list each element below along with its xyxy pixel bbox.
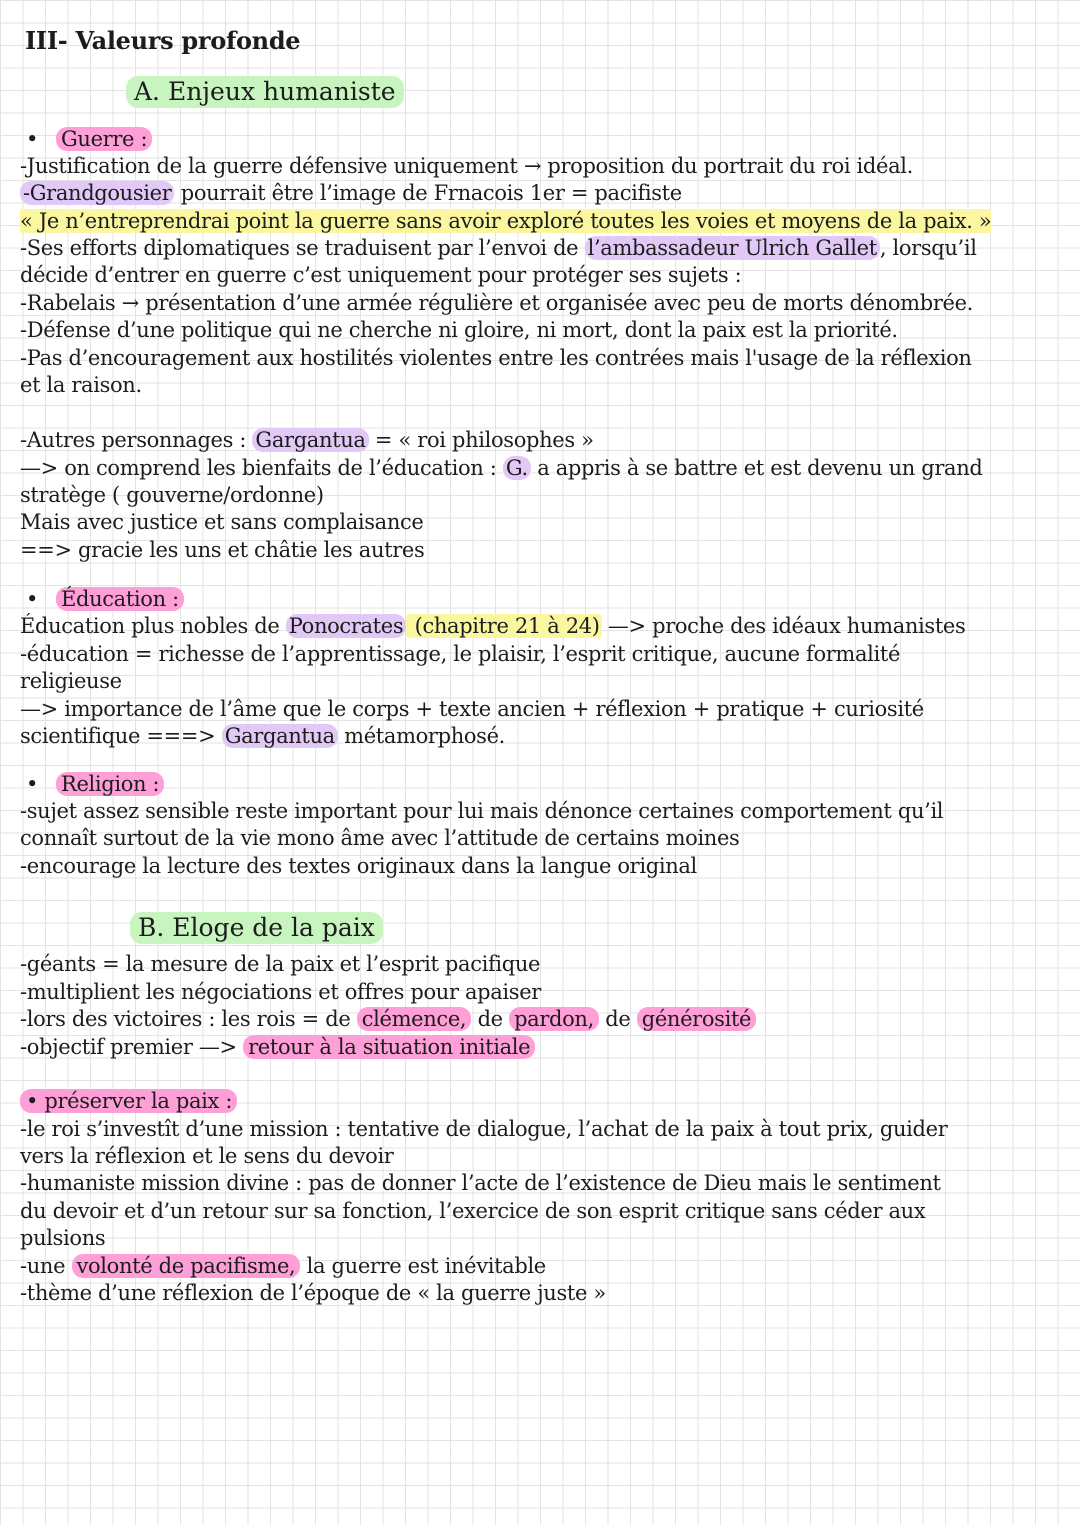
- text-span: -lors des victoires : les rois = de: [20, 1007, 357, 1031]
- text-line: [20, 723, 1072, 750]
- text-line: [20, 1006, 1072, 1033]
- guerre-heading-line: [20, 126, 1072, 153]
- text-line: du devoir et d’un retour sur sa fonction, l’exercice de son esprit critique sans céder aux: [20, 1199, 926, 1223]
- bullet-icon: •: [26, 127, 39, 151]
- religion-heading-line: [20, 771, 1072, 798]
- text-span: Éducation plus nobles de: [20, 614, 286, 638]
- text-line: [20, 1253, 1072, 1280]
- text-span: , lorsqu’il: [879, 236, 977, 260]
- preserver-label: • préserver la paix :: [20, 1089, 237, 1113]
- text-line: —> importance de l’âme que le corps + texte ancien + réflexion + pratique + curiosité: [20, 697, 924, 721]
- text-line: pulsions: [20, 1226, 106, 1250]
- text-line: ==> gracie les uns et châtie les autres: [20, 538, 425, 562]
- text-span: pourrait être l’image de Frnacois 1er = pacifiste: [174, 181, 682, 205]
- text-span: = « roi philosophes »: [368, 428, 594, 452]
- text-line: -sujet assez sensible reste important pour lui mais dénonce certaines comportement qu’il: [20, 799, 944, 823]
- text-span: la guerre est inévitable: [300, 1254, 546, 1278]
- text-line: Mais avec justice et sans complaisance: [20, 510, 424, 534]
- text-span: a appris à se battre et est devenu un grand: [530, 456, 983, 480]
- text-line: -éducation = richesse de l’apprentissage, le plaisir, l’esprit critique, aucune formalité: [20, 642, 901, 666]
- text-line: -thème d’une réflexion de l’époque de « la guerre juste »: [20, 1281, 606, 1305]
- bullet-icon: •: [26, 587, 39, 611]
- text-line: [20, 613, 1072, 640]
- text-line: -Justification de la guerre défensive uniquement → proposition du portrait du roi idéal.: [20, 154, 913, 178]
- text-line: -encourage la lecture des textes originaux dans la langue original: [20, 854, 697, 878]
- text-line: -multiplient les négociations et offres pour apaiser: [20, 980, 541, 1004]
- section-b-heading: B. Eloge de la paix: [130, 912, 383, 944]
- text-line: -Pas d’encouragement aux hostilités violentes entre les contrées mais l'usage de la réflexion: [20, 346, 972, 370]
- text-span: -objectif premier —>: [20, 1035, 244, 1059]
- text-line: [20, 427, 1072, 454]
- text-span: métamorphosé.: [337, 724, 506, 748]
- highlight-gargantua: Gargantua: [252, 428, 368, 452]
- text-line: [20, 180, 1072, 207]
- religion-label: Religion :: [56, 772, 164, 796]
- text-line: [20, 235, 1072, 262]
- education-label: Éducation :: [56, 587, 184, 611]
- text-span: —> proche des idéaux humanistes: [601, 614, 966, 638]
- text-line: [20, 455, 1072, 482]
- text-line: connaît surtout de la vie mono âme avec l’attitude de certains moines: [20, 826, 740, 850]
- text-line: vers la réflexion et le sens du devoir: [20, 1144, 394, 1168]
- quote-line: [20, 208, 1080, 235]
- bullet-icon: •: [26, 772, 39, 796]
- highlight-generosite: générosité: [637, 1007, 756, 1031]
- page-title: III- Valeurs profonde: [25, 26, 301, 55]
- text-span: de: [598, 1007, 637, 1031]
- text-line: -géants = la mesure de la paix et l’esprit pacifique: [20, 952, 541, 976]
- text-line: [20, 1034, 1072, 1061]
- text-span: scientifique ===>: [20, 724, 222, 748]
- text-line: -Défense d’une politique qui ne cherche ni gloire, ni mort, dont la paix est la priorité.: [20, 318, 898, 342]
- text-span: de: [471, 1007, 510, 1031]
- highlight-ambassadeur: l’ambassadeur Ulrich Gallet: [585, 236, 880, 260]
- text-span: -une: [20, 1254, 72, 1278]
- highlight-clemence: clémence,: [357, 1007, 472, 1031]
- text-line: -humaniste mission divine : pas de donner l’acte de l’existence de Dieu mais le sentiment: [20, 1171, 941, 1195]
- guerre-label: Guerre :: [56, 127, 152, 151]
- text-line: -le roi s’investît d’une mission : tentative de dialogue, l’achat de la paix à tout prix, guider: [20, 1117, 948, 1141]
- text-line: et la raison.: [20, 373, 142, 397]
- text-line: -Rabelais → présentation d’une armée régulière et organisée avec peu de morts dénombrée.: [20, 291, 974, 315]
- highlight-gargantua-2: Gargantua: [222, 724, 338, 748]
- text-span: -Ses efforts diplomatiques se traduisent par l’envoi de: [20, 236, 585, 260]
- highlight-volonte: volonté de pacifisme,: [72, 1254, 301, 1278]
- section-a-heading: A. Enjeux humaniste: [126, 76, 404, 108]
- text-span: -Autres personnages :: [20, 428, 253, 452]
- education-heading-line: [20, 586, 1072, 613]
- highlight-grandgousier: -Grandgousier: [20, 181, 174, 205]
- highlight-pardon: pardon,: [509, 1007, 599, 1031]
- highlight-quote: « Je n’entreprendrai point la guerre sans avoir exploré toutes les voies et moyens de la paix. »: [20, 209, 992, 233]
- highlight-ponocrates: Ponocrates: [286, 614, 407, 638]
- highlight-retour: retour à la situation initiale: [243, 1035, 535, 1059]
- text-span: —> on comprend les bienfaits de l’éducation :: [20, 456, 503, 480]
- highlight-chapitre: (chapitre 21 à 24): [408, 614, 600, 638]
- preserver-heading-line: [20, 1088, 1072, 1115]
- text-line: décide d’entrer en guerre c’est uniquement pour protéger ses sujets :: [20, 263, 742, 287]
- text-line: religieuse: [20, 669, 122, 693]
- highlight-g: G.: [503, 456, 531, 480]
- text-line: stratège ( gouverne/ordonne): [20, 483, 324, 507]
